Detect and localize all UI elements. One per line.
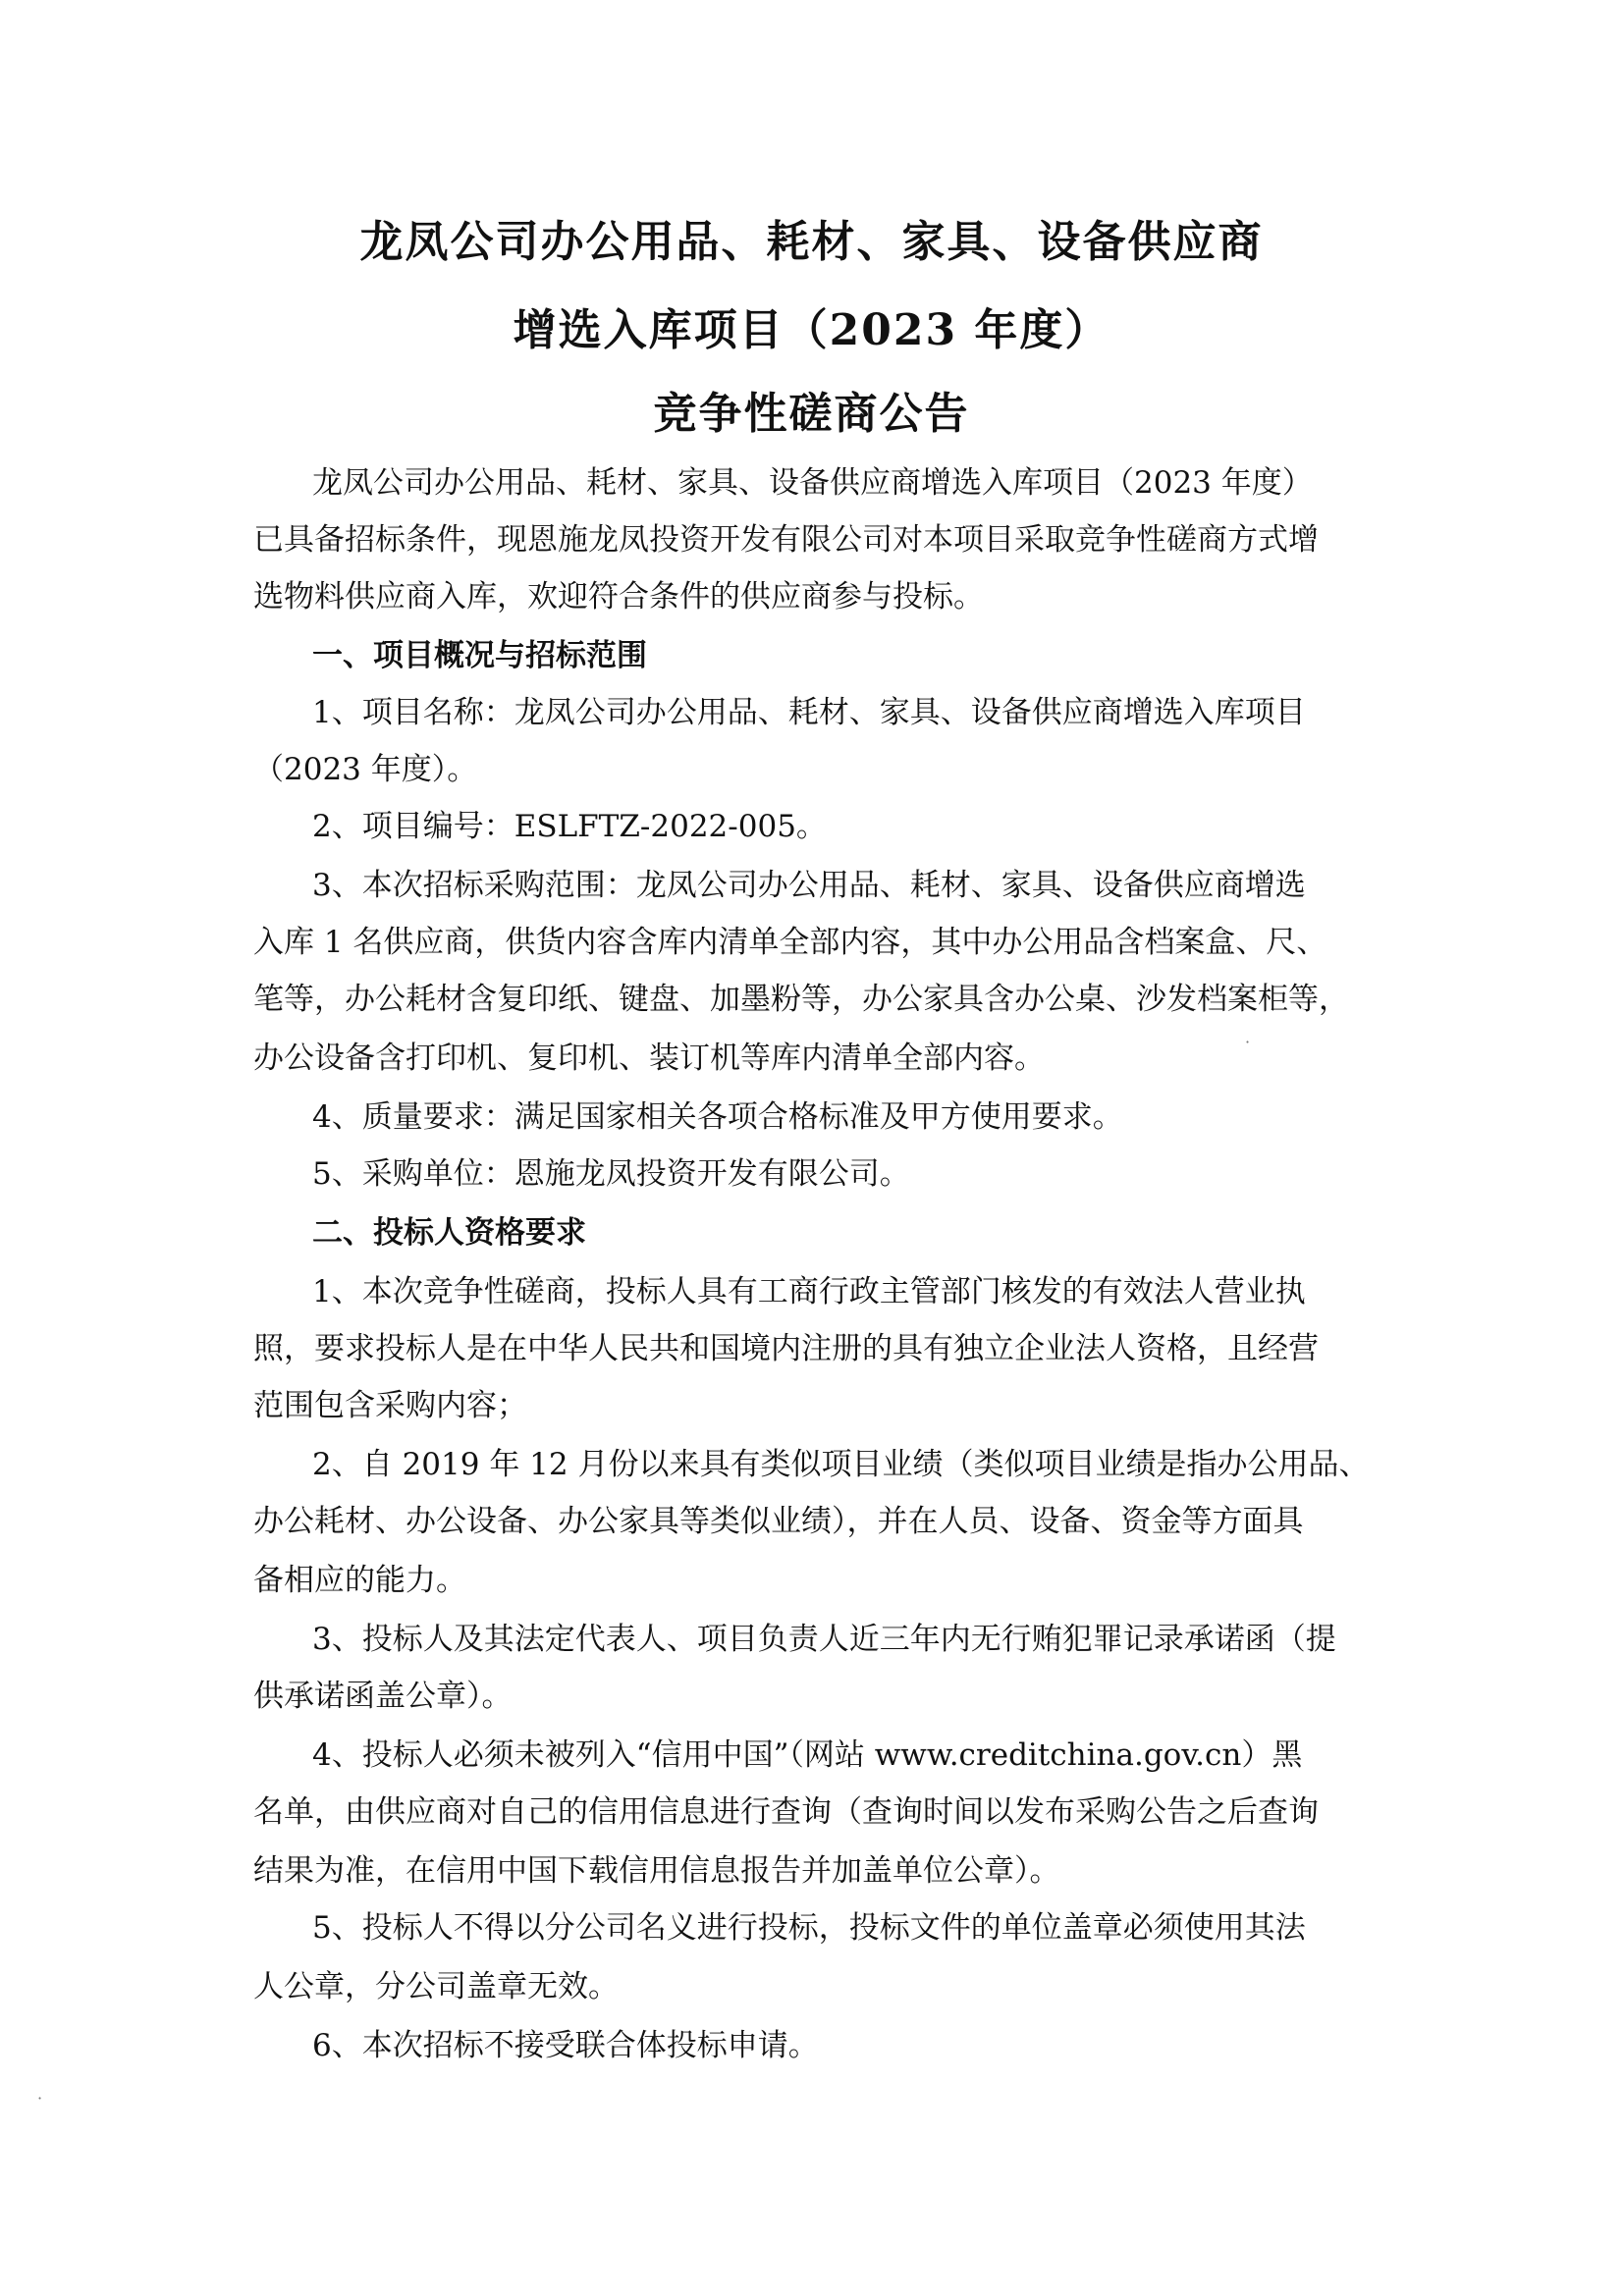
title-line-1: 龙凤公司办公用品、耗材、家具、设备供应商 xyxy=(359,217,1264,267)
section1-item1-line1: 1、项目名称：龙凤公司办公用品、耗材、家具、设备供应商增选入库项目 xyxy=(312,695,1306,730)
intro-line-3: 选物料供应商入库，欢迎符合条件的供应商参与投标。 xyxy=(253,579,984,614)
section2-item3-line2: 供承诺函盖公章）。 xyxy=(253,1679,513,1714)
section2-heading: 二、投标人资格要求 xyxy=(312,1215,586,1251)
section2-item6: 6、本次招标不接受联合体投标申请。 xyxy=(312,2028,819,2063)
section2-item5-line2: 人公章，分公司盖章无效。 xyxy=(253,1969,619,2004)
section2-item2-line3: 备相应的能力。 xyxy=(253,1563,466,1598)
section1-item3-line3: 笔等，办公耗材含复印纸、键盘、加墨粉等，办公家具含办公桌、沙发档案柜等， xyxy=(253,982,1349,1017)
section1-item2: 2、项目编号：ESLFTZ-2022-005。 xyxy=(312,809,827,844)
section1-item4: 4、质量要求：满足国家相关各项合格标准及甲方使用要求。 xyxy=(312,1099,1123,1135)
section1-item3-line4: 办公设备含打印机、复印机、装订机等库内清单全部内容。 xyxy=(253,1041,1045,1076)
title-line-3: 竞争性磋商公告 xyxy=(653,389,970,439)
section2-item2-line2: 办公耗材、办公设备、办公家具等类似业绩），并在人员、设备、资金等方面具 xyxy=(253,1504,1304,1539)
section1-item1-line2: （2023 年度）。 xyxy=(253,752,478,787)
section1-item3-line1: 3、本次招标采购范围：龙凤公司办公用品、耗材、家具、设备供应商增选 xyxy=(312,868,1306,903)
title-line-2: 增选入库项目（2023 年度） xyxy=(513,305,1110,355)
intro-line-1: 龙凤公司办公用品、耗材、家具、设备供应商增选入库项目（2023 年度） xyxy=(312,465,1313,501)
scan-artifact-dot: · xyxy=(37,2089,43,2108)
section2-item4-line1: 4、投标人必须未被列入“信用中国”（网站 www.creditchina.gov.cn）黑 xyxy=(312,1737,1303,1773)
section2-item1-line2: 照，要求投标人是在中华人民共和国境内注册的具有独立企业法人资格，且经营 xyxy=(253,1331,1319,1366)
section2-item2-line1: 2、自 2019 年 12 月份以来具有类似项目业绩（类似项目业绩是指办公用品、 xyxy=(312,1447,1370,1482)
section2-item4-line3: 结果为准，在信用中国下载信用信息报告并加盖单位公章）。 xyxy=(253,1853,1060,1889)
section1-heading: 一、项目概况与招标范围 xyxy=(312,638,647,673)
section2-item1-line1: 1、本次竞争性磋商，投标人具有工商行政主管部门核发的有效法人营业执 xyxy=(312,1274,1306,1309)
section1-item5: 5、采购单位：恩施龙凤投资开发有限公司。 xyxy=(312,1156,910,1192)
section2-item3-line1: 3、投标人及其法定代表人、项目负责人近三年内无行贿犯罪记录承诺函（提 xyxy=(312,1622,1336,1657)
section2-item4-line2: 名单，由供应商对自己的信用信息进行查询（查询时间以发布采购公告之后查询 xyxy=(253,1794,1319,1830)
section1-item3-line2: 入库 1 名供应商，供货内容含库内清单全部内容，其中办公用品含档案盒、尺、 xyxy=(253,925,1327,960)
section2-item1-line3: 范围包含采购内容； xyxy=(253,1388,527,1423)
scan-artifact-dot: · xyxy=(1245,1033,1251,1051)
section2-item5-line1: 5、投标人不得以分公司名义进行投标，投标文件的单位盖章必须使用其法 xyxy=(312,1910,1306,1946)
intro-line-2: 已具备招标条件，现恩施龙凤投资开发有限公司对本项目采取竞争性磋商方式增 xyxy=(253,522,1319,558)
